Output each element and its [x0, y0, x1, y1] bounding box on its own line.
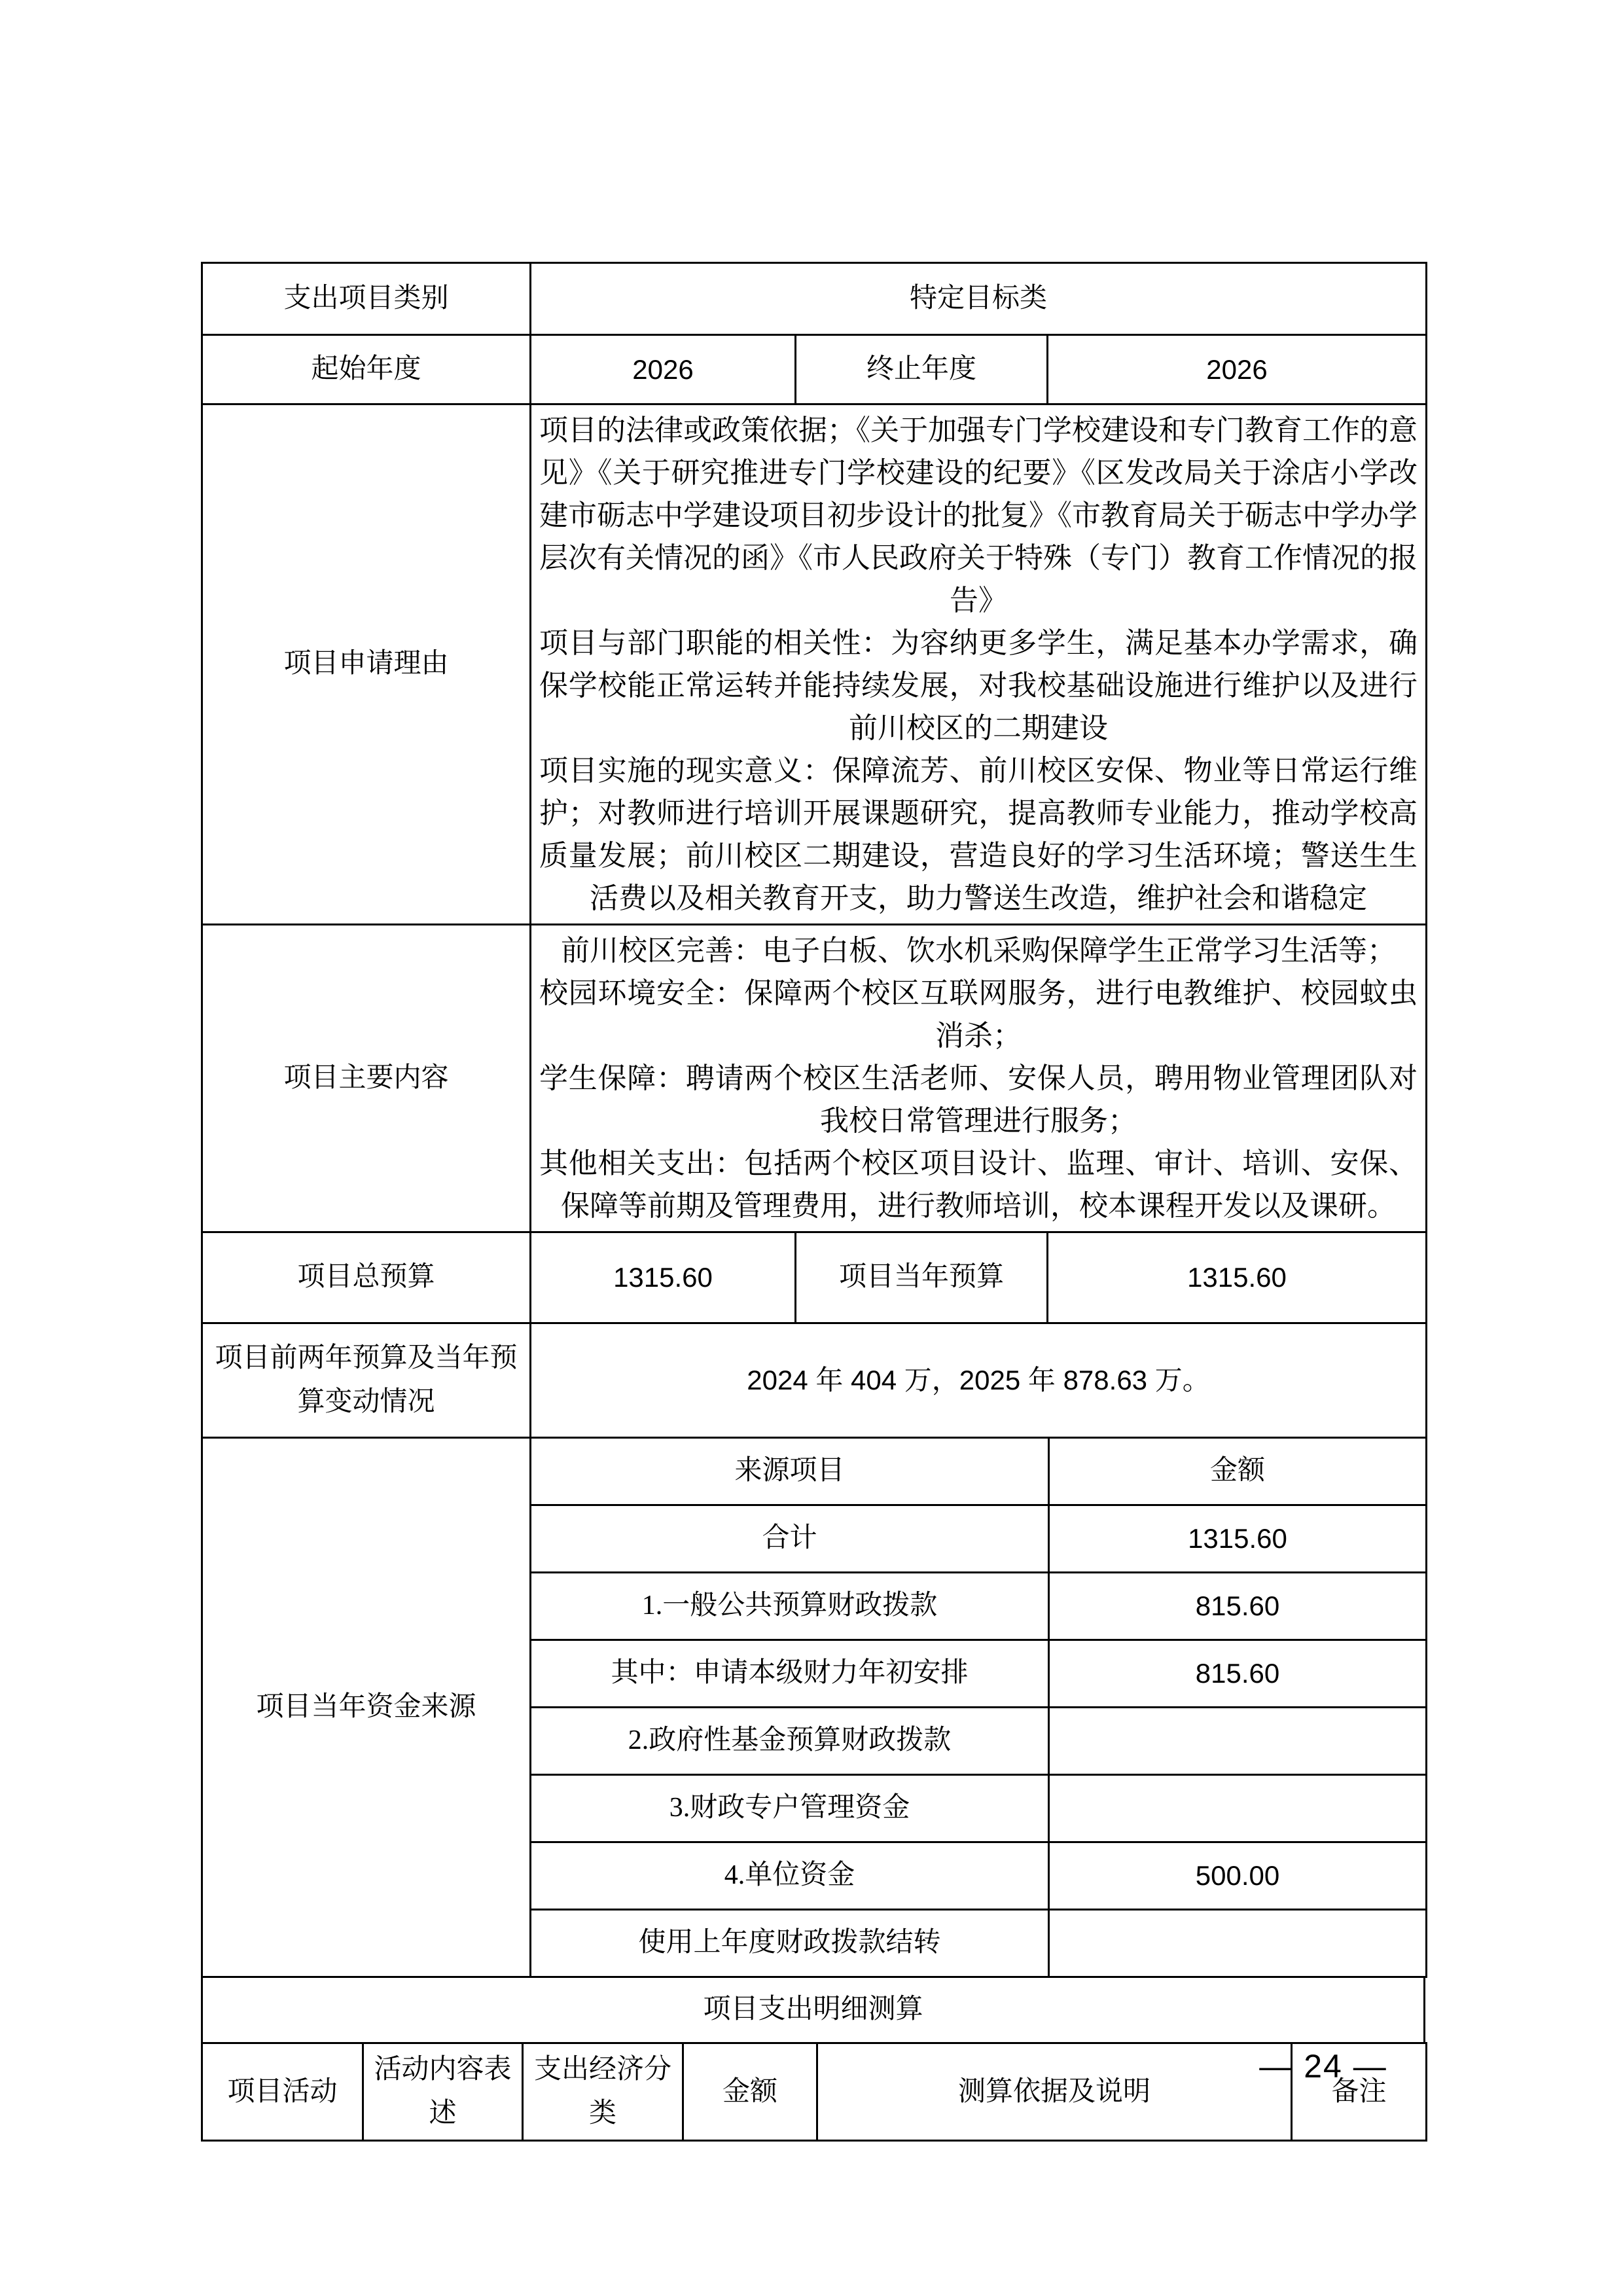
- prev-budget-value: 2024 年 404 万，2025 年 878.63 万。: [531, 1323, 1427, 1438]
- main-content-text: [531, 925, 1427, 1232]
- funding-source: 3.财政专户管理资金: [531, 1775, 1049, 1842]
- main-content-paragraph: 其他相关支出：包括两个校区项目设计、监理、审计、培训、安保、保障等前期及管理费用，进行教师培训，校本课程开发以及课研。: [539, 1147, 1418, 1222]
- main-content-label: 项目主要内容: [202, 925, 531, 1232]
- page-number: — 24 —: [1259, 2048, 1387, 2085]
- budget-section: [201, 1231, 1427, 1324]
- apply-reason-paragraph: 项目与部门职能的相关性：为容纳更多学生，满足基本办学需求，确保学校能正常运转并能持续发展，对我校基础设施进行维护以及进行前川校区的二期建设: [539, 627, 1418, 744]
- category-label: 支出项目类别: [202, 263, 531, 335]
- year-row: [202, 335, 1427, 404]
- category-year-section: [201, 262, 1427, 405]
- detail-title-row: [202, 1977, 1425, 2043]
- funding-amount: 815.60: [1049, 1640, 1427, 1708]
- funding-amount: [1049, 1775, 1427, 1842]
- detail-header-basis: 测算依据及说明: [817, 2043, 1292, 2141]
- funding-source: 使用上年度财政拨款结转: [531, 1910, 1049, 1977]
- current-year-budget-label: 项目当年预算: [796, 1232, 1048, 1323]
- current-year-budget-value: 1315.60: [1048, 1232, 1427, 1323]
- reason-content-section: [201, 403, 1427, 1233]
- funding-source-header: 来源项目: [531, 1438, 1049, 1505]
- detail-title: 项目支出明细测算: [202, 1977, 1425, 2043]
- funding-source: 1.一般公共预算财政拨款: [531, 1573, 1049, 1640]
- category-value: 特定目标类: [531, 263, 1427, 335]
- funding-amount: [1049, 1910, 1427, 1977]
- apply-reason-label: 项目申请理由: [202, 404, 531, 925]
- funding-label: 项目当年资金来源: [202, 1438, 531, 1977]
- funding-source: 其中：申请本级财力年初安排: [531, 1640, 1049, 1708]
- funding-amount: [1049, 1708, 1427, 1775]
- end-year-value: 2026: [1048, 335, 1427, 404]
- prev-budget-label: 项目前两年预算及当年预算变动情况: [202, 1323, 531, 1438]
- detail-header-amount: 金额: [683, 2043, 817, 2141]
- start-year-label: 起始年度: [202, 335, 531, 404]
- funding-header-row: [202, 1438, 1427, 1505]
- funding-amount: 1315.60: [1049, 1505, 1427, 1573]
- funding-amount: 815.60: [1049, 1573, 1427, 1640]
- project-budget-table: [201, 262, 1425, 2142]
- start-year-value: 2026: [531, 335, 796, 404]
- apply-reason-row: [202, 404, 1427, 925]
- funding-source: 2.政府性基金预算财政拨款: [531, 1708, 1049, 1775]
- main-content-paragraph: 校园环境安全：保障两个校区互联网服务，进行电教维护、校园蚊虫消杀；: [539, 977, 1418, 1052]
- apply-reason-paragraph: 项目实施的现实意义：保障流芳、前川校区安保、物业等日常运行维护；对教师进行培训开展课题研究，提高教师专业能力，推动学校高质量发展；前川校区二期建设，营造良好的学习生活环境；警送生生活费以及相关教育开支，助力警送生改造，维护社会和谐稳定: [539, 755, 1418, 914]
- prev-budget-row: [202, 1323, 1427, 1438]
- main-content-row: [202, 925, 1427, 1232]
- end-year-label: 终止年度: [796, 335, 1048, 404]
- detail-title-section: [201, 1976, 1425, 2044]
- detail-header-remark: 备注: [1292, 2043, 1427, 2141]
- funding-amount-header: 金额: [1049, 1438, 1427, 1505]
- apply-reason-paragraph: 项目的法律或政策依据；《关于加强专门学校建设和专门教育工作的意见》《关于研究推进专门学校建设的纪要》《区发改局关于涂店小学改建市砺志中学建设项目初步设计的批复》《市教育局关于砺志中学办学层次有关情况的函》《市人民政府关于特殊（专门）教育工作情况的报告》: [539, 414, 1418, 617]
- funding-amount: 500.00: [1049, 1842, 1427, 1910]
- main-content-paragraph: 学生保障：聘请两个校区生活老师、安保人员，聘用物业管理团队对我校日常管理进行服务；: [539, 1062, 1418, 1137]
- main-content-paragraph: 前川校区完善：电子白板、饮水机采购保障学生正常学习生活等；: [561, 935, 1396, 967]
- detail-header-activity: 项目活动: [202, 2043, 363, 2141]
- funding-source: 4.单位资金: [531, 1842, 1049, 1910]
- prev-budget-section: [201, 1322, 1427, 1439]
- funding-source: 合计: [531, 1505, 1049, 1573]
- detail-header-activity-desc: 活动内容表述: [363, 2043, 523, 2141]
- total-budget-label: 项目总预算: [202, 1232, 531, 1323]
- apply-reason-text: [531, 404, 1427, 925]
- funding-section: [201, 1437, 1427, 1978]
- budget-row: [202, 1232, 1427, 1323]
- category-row: [202, 263, 1427, 335]
- total-budget-value: 1315.60: [531, 1232, 796, 1323]
- detail-header-economic-class: 支出经济分类: [523, 2043, 683, 2141]
